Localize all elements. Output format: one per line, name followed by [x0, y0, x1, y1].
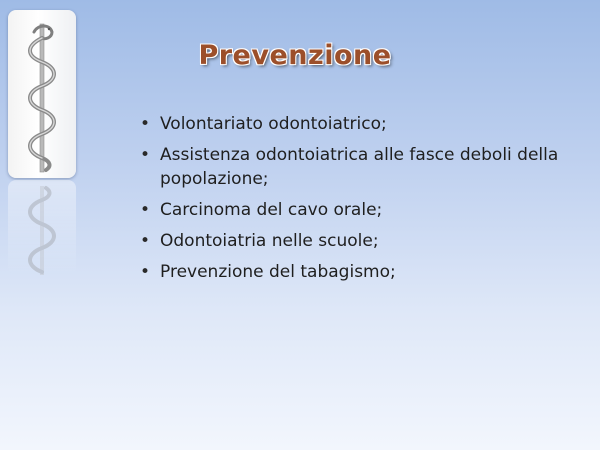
list-item	[138, 143, 578, 191]
bullet-list	[138, 112, 578, 291]
bullet-marker: •	[140, 262, 151, 282]
list-item-text: Prevenzione del tabagismo;	[160, 262, 396, 282]
logo-card	[8, 10, 76, 178]
rod-of-asclepius-icon	[8, 10, 76, 178]
bullet-marker: •	[140, 114, 151, 134]
list-item	[138, 198, 578, 222]
list-item-text: Carcinoma del cavo orale;	[160, 200, 383, 220]
list-item-text: Odontoiatria nelle scuole;	[160, 231, 379, 251]
bullet-marker: •	[140, 231, 151, 251]
list-item-text: Volontariato odontoiatrico;	[160, 114, 387, 134]
logo-reflection	[8, 180, 76, 275]
list-item	[138, 112, 578, 136]
list-item	[138, 229, 578, 253]
bullet-marker: •	[140, 200, 151, 220]
list-item	[138, 260, 578, 284]
rod-of-asclepius-reflection-icon	[8, 180, 76, 275]
slide-title: Prevenzione	[198, 40, 392, 71]
bullet-marker: •	[140, 145, 151, 165]
list-item-text: Assistenza odontoiatrica alle fasce deboli della popolazione;	[160, 145, 559, 189]
